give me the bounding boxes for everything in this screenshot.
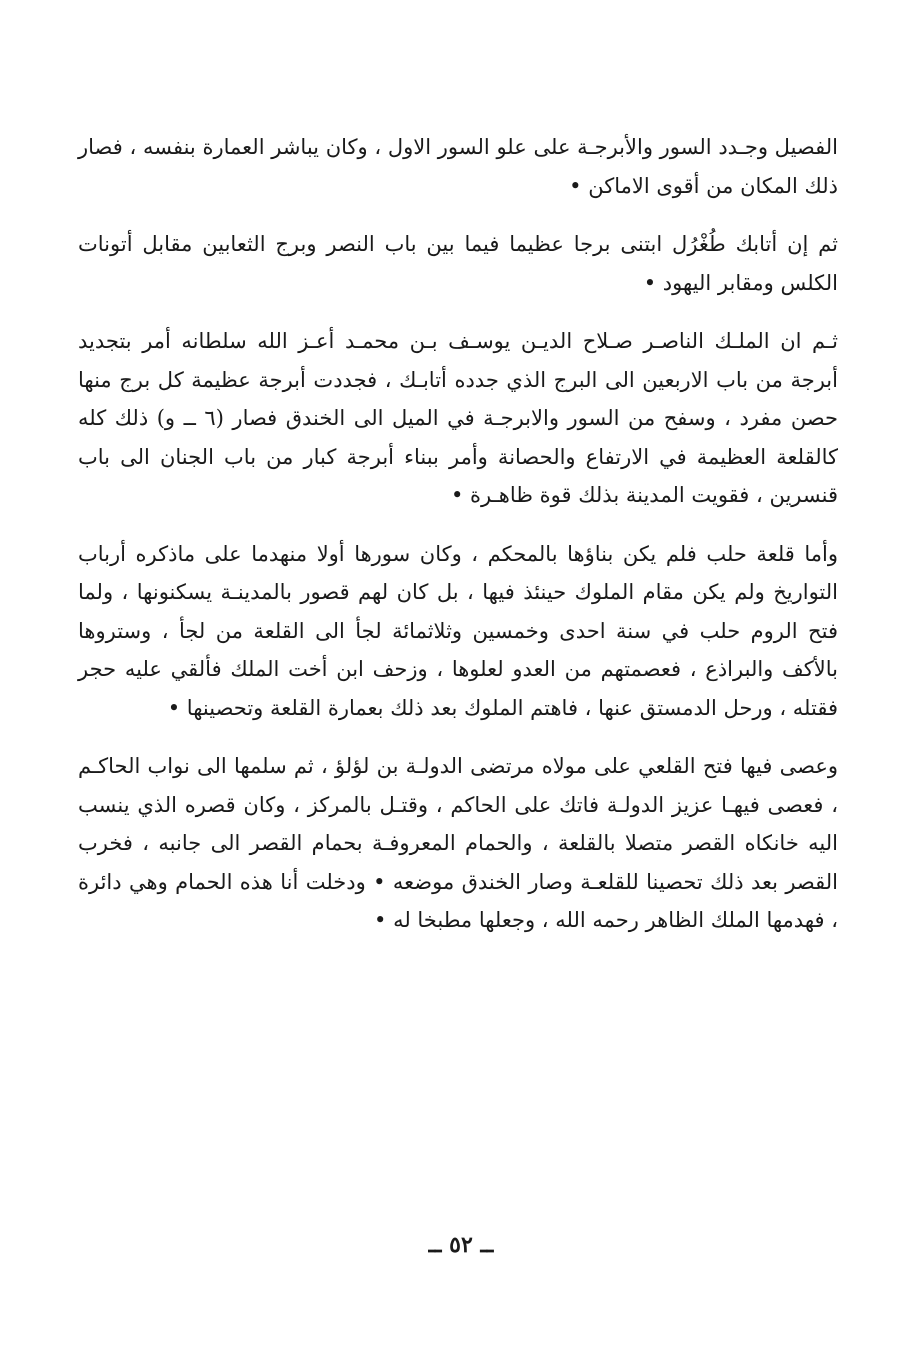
paragraph-2: ثم إن أتابك طُغْرُل ابتنى برجا عظيما فيما بين باب النصر وبرج الثعابين مقابل أتونات الكلس ومقابر اليهود • bbox=[78, 232, 838, 295]
paragraph-4: وأما قلعة حلب فلم يكن بناؤها بالمحكم ، وكان سورها أولا منهدما على ماذكره أرباب التواريخ ولم يكن مقام الملوك حينئذ فيها ، بل كان لهم قصور بالمدينـة يسكنونها ، ولما فتح الروم حلب في سنة احدى وخمسين وثلاثمائة لجأ الى القلعة من لجأ ، وستروها بالأكف والبراذع ، فعصمتهم من العدو لعلوها ، وزحف ابن أخت الملك فألقي عليه حجر فقتله ، ورحل الدمستق عنها ، فاهتم الملوك بعد ذلك بعمارة القلعة وتحصينها • bbox=[78, 541, 838, 720]
paragraph-3: ثـم ان الملـك الناصـر صـلاح الديـن يوسـف بـن محمـد أعـز الله سلطانه أمر بتجديد أبرجة من باب الاربعين الى البرج الذي جدده أتابـك ، فجددت أبرجة عظيمة كل برج منها حصن مفرد ، وسفح من السور والابرجـة في الميل الى الخندق فصار (٦ ــ و) ذلك كله كالقلعة العظيمة في الارتفاع والحصانة وأمر ببناء أبرجة كبار من باب الجنان الى باب قنسرين ، فقويت المدينة بذلك قوة ظاهـرة • bbox=[78, 329, 839, 507]
paragraph-1: الفصيل وجـدد السور والأبرجـة على علو السور الاول ، وكان يباشر العمارة بنفسه ، فصار ذلك المكان من أقوى الاماكن • bbox=[78, 135, 838, 198]
page-number: ــ ٥٢ ــ bbox=[428, 1232, 494, 1258]
paragraph-5: وعصى فيها فتح القلعي على مولاه مرتضى الدولـة بن لؤلؤ ، ثم سلمها الى نواب الحاكـم ، فعصى فيهـا عزيز الدولـة فاتك على الحاكم ، وقتـل بالمركز ، وكان قصره الذي ينسب اليه خانكاه القصر متصلا بالقلعة ، والحمام المعروفـة بحمام القصر الى جانبه ، فخرب القصر بعد ذلك تحصينا للقلعـة وصار الخندق موضعه • ودخلت أنا هذه الحمام وهي دائرة ، فهدمها الملك الظاهر رحمه الله ، وجعلها مطبخا له • bbox=[78, 754, 838, 932]
page-body bbox=[78, 128, 838, 940]
